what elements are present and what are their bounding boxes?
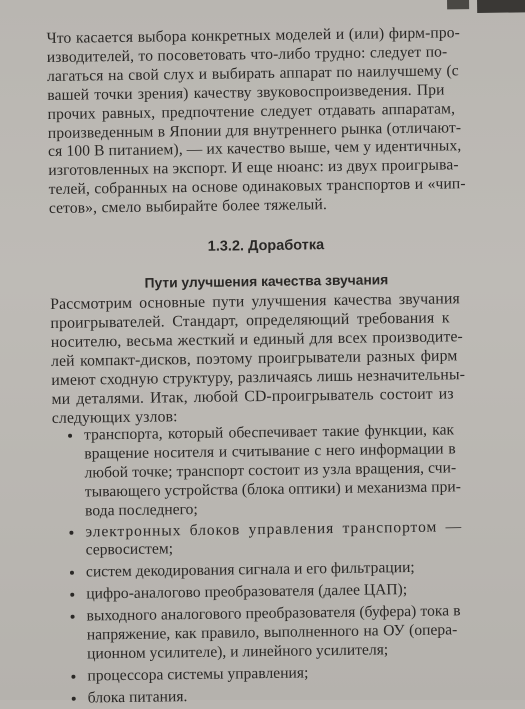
bullet-icon (69, 530, 73, 534)
text-line: ми деталями. Итак, любой CD-проигрыватель состоит из (51, 385, 454, 408)
text-line: проигрывателей. Стандарт, определяющий требования к (50, 309, 450, 332)
list-item (70, 580, 510, 605)
text-line: ционном усилителе), и линейного усилителя; (86, 641, 389, 663)
section-heading: 1.3.2. Доработка (207, 237, 325, 255)
text-line: систем декодирования сигнала и его фильтрации; (85, 559, 415, 581)
text-line: произведенным в Японии для внутреннего рынка (отличают- (47, 118, 462, 142)
text-line: имеют сходную структуру, различаясь лишь незначительны- (51, 366, 466, 389)
list-item (69, 517, 509, 561)
bullet-icon (70, 593, 74, 597)
list-item (70, 602, 511, 665)
text-line: напряжение, как правило, выполненного на ОУ (опера- (86, 621, 458, 644)
text-line: следующих узлов: (51, 408, 178, 427)
subsection-heading: Пути улучшения качества звучания (144, 272, 389, 291)
text-line: ся 100 В питанием), — их качество выше, чем у идентичных, (47, 137, 462, 161)
list-item (68, 421, 509, 522)
text-line: вода последнего; (84, 500, 198, 520)
text-line: сетов», смело выбирайте более тяжелый. (48, 196, 328, 218)
page-corner-mark (477, 0, 525, 13)
text-line: Что касается выбора конкретных моделей и (или) фирм-про- (46, 24, 461, 48)
text-line: лагаться на свой слух и выбирать аппарат по наилучшему (с (46, 62, 459, 85)
cd-player-components-list (68, 421, 512, 709)
text-line: вашей точки зрения) качеству звуковоспроизведения. При (47, 81, 445, 104)
bullet-icon (70, 571, 74, 575)
text-line: выходного аналогового преобразователя (буфера) тока в (86, 602, 461, 625)
bullet-icon (71, 615, 75, 619)
paragraph-cd-player-structure (50, 289, 482, 428)
text-line: телей, собранных на основе одинаковых транспортов и «чип- (48, 175, 466, 199)
text-line: любой точке; транспорт состоит из узла вращения, счи- (84, 459, 457, 482)
text-line: прочих равных, предпочтение следует отдавать аппаратам, (47, 99, 456, 123)
text-line: Рассмотрим основные пути улучшения качества звучания (50, 290, 460, 313)
text-line: тывающего устройства (блока оптики) и механизма при- (84, 477, 461, 501)
text-line: сервосистем; (85, 540, 174, 559)
list-item (71, 661, 511, 686)
text-line: электронных блоков управления транспортом — (85, 517, 463, 541)
text-line: вращение носителя и считывание с него информации в (84, 440, 456, 463)
paragraph-selection-advice (46, 24, 479, 219)
text-line: носителю, весьма жесткий и единый для всех производите- (50, 328, 463, 351)
text-line: цифро-аналогово преобразователя (далее ЦАП); (86, 581, 408, 603)
text-line: изготовленных на экспорт. И еще нюанс: из двух проигрыва- (48, 156, 459, 180)
bullet-icon (68, 434, 72, 438)
text-line: лей компакт-дисков, поэтому проигрыватели разных фирм (50, 347, 458, 370)
list-item (72, 683, 512, 708)
page-corner-mark-small (447, 0, 469, 9)
text-line: блока питания. (87, 687, 188, 707)
text-line: транспорта, который обеспечивает такие функции, как (83, 421, 455, 444)
list-item (70, 558, 510, 583)
bullet-icon (71, 675, 75, 679)
text-line: процессора системы управления; (87, 664, 309, 685)
text-line: изводителей, то посоветовать что-либо трудно: следует по- (46, 43, 448, 66)
